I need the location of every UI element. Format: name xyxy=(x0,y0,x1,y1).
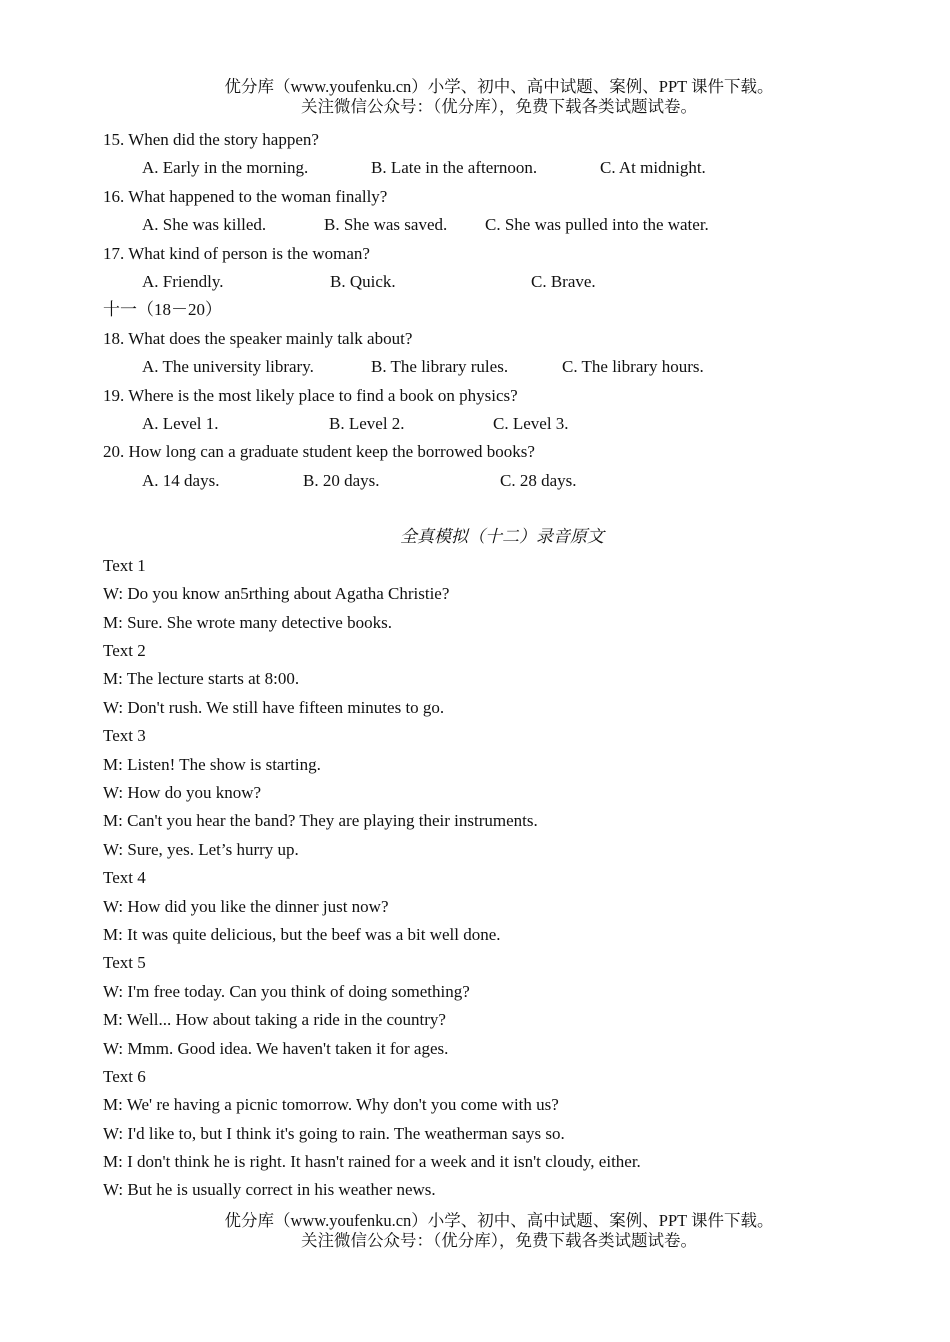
transcript-line: W: But he is usually correct in his weather news. xyxy=(103,1180,436,1200)
option-c: C. The library hours. xyxy=(562,357,704,377)
transcript-line: M: It was quite delicious, but the beef was a bit well done. xyxy=(103,924,501,944)
question-16-options xyxy=(103,211,883,239)
header-line-2: 关注微信公众号：（优分库），免费下载各类试题试卷。 xyxy=(301,97,697,116)
option-b: B. Level 2. xyxy=(329,413,405,433)
transcript-line: W: How did you like the dinner just now? xyxy=(103,896,389,916)
question-17: 17. What kind of person is the woman? xyxy=(103,243,370,263)
transcript-line: M: Sure. She wrote many detective books. xyxy=(103,612,392,632)
option-c: C. Level 3. xyxy=(493,413,569,433)
question-15-options xyxy=(103,154,883,182)
spacer xyxy=(103,495,883,523)
transcript-line: W: I'd like to, but I think it's going to rain. The weatherman says so. xyxy=(103,1123,565,1143)
transcript-line: W: Sure, yes. Let’s hurry up. xyxy=(103,839,299,859)
transcript-line: Text 1 xyxy=(103,555,146,575)
transcript-line: M: Can't you hear the band? They are playing their instruments. xyxy=(103,811,538,831)
question-16: 16. What happened to the woman finally? xyxy=(103,186,388,206)
page-footer xyxy=(0,1211,950,1251)
option-a: A. She was killed. xyxy=(142,215,267,235)
option-b: B. Late in the afternoon. xyxy=(371,158,538,178)
question-18-options xyxy=(103,353,883,381)
footer-line-2: 关注微信公众号：（优分库），免费下载各类试题试卷。 xyxy=(301,1231,697,1250)
transcript-line: M: Listen! The show is starting. xyxy=(103,754,321,774)
document-body xyxy=(103,126,883,1205)
option-c: C. At midnight. xyxy=(600,158,706,178)
transcript-line: W: How do you know? xyxy=(103,782,262,802)
transcript-line: W: I'm free today. Can you think of doing something? xyxy=(103,981,470,1001)
option-c: C. Brave. xyxy=(531,271,596,291)
question-15: 15. When did the story happen? xyxy=(103,130,319,149)
transcript-line: W: Don't rush. We still have fifteen minutes to go. xyxy=(103,697,445,717)
group-label: 十一（18－20） xyxy=(103,300,222,320)
footer-line-1: 优分库（www.youfenku.cn）小学、初中、高中试题、案例、PPT 课件下载。 xyxy=(224,1211,774,1230)
option-a: A. Level 1. xyxy=(142,413,219,433)
transcript-line: Text 5 xyxy=(103,953,146,973)
option-a: A. The university library. xyxy=(142,357,314,377)
option-a: A. Friendly. xyxy=(142,271,224,291)
question-19: 19. Where is the most likely place to find a book on physics? xyxy=(103,385,518,405)
header-line-1: 优分库（www.youfenku.cn）小学、初中、高中试题、案例、PPT 课件下载。 xyxy=(224,77,774,96)
question-19-options xyxy=(103,410,883,438)
option-b: B. She was saved. xyxy=(324,215,448,235)
option-c: C. 28 days. xyxy=(500,470,577,490)
question-18: 18. What does the speaker mainly talk about? xyxy=(103,328,413,348)
question-17-options xyxy=(103,268,883,296)
option-b: B. Quick. xyxy=(330,271,396,291)
page-header xyxy=(0,77,950,117)
transcript-line: M: We' re having a picnic tomorrow. Why don't you come with us? xyxy=(103,1095,559,1115)
option-a: A. Early in the morning. xyxy=(142,158,309,178)
transcript-line: Text 4 xyxy=(103,868,146,888)
transcript-line: Text 2 xyxy=(103,641,146,661)
transcript-line: Text 3 xyxy=(103,726,146,746)
option-b: B. The library rules. xyxy=(371,357,509,377)
transcript-line: M: The lecture starts at 8:00. xyxy=(103,669,300,689)
transcript xyxy=(103,552,883,1205)
option-a: A. 14 days. xyxy=(142,470,220,490)
transcript-line: W: Do you know an5rthing about Agatha Christie? xyxy=(103,584,450,604)
transcript-line: M: Well... How about taking a ride in the country? xyxy=(103,1010,446,1030)
question-20-options xyxy=(103,467,883,495)
transcript-line: W: Mmm. Good idea. We haven't taken it for ages. xyxy=(103,1038,449,1058)
transcript-title: 全真模拟（十二）录音原文 xyxy=(400,527,604,547)
question-20: 20. How long can a graduate student keep the borrowed books? xyxy=(103,442,535,462)
option-c: C. She was pulled into the water. xyxy=(485,215,709,235)
option-b: B. 20 days. xyxy=(303,470,380,490)
transcript-line: Text 6 xyxy=(103,1066,146,1086)
transcript-line: M: I don't think he is right. It hasn't rained for a week and it isn't cloudy, either. xyxy=(103,1152,641,1172)
